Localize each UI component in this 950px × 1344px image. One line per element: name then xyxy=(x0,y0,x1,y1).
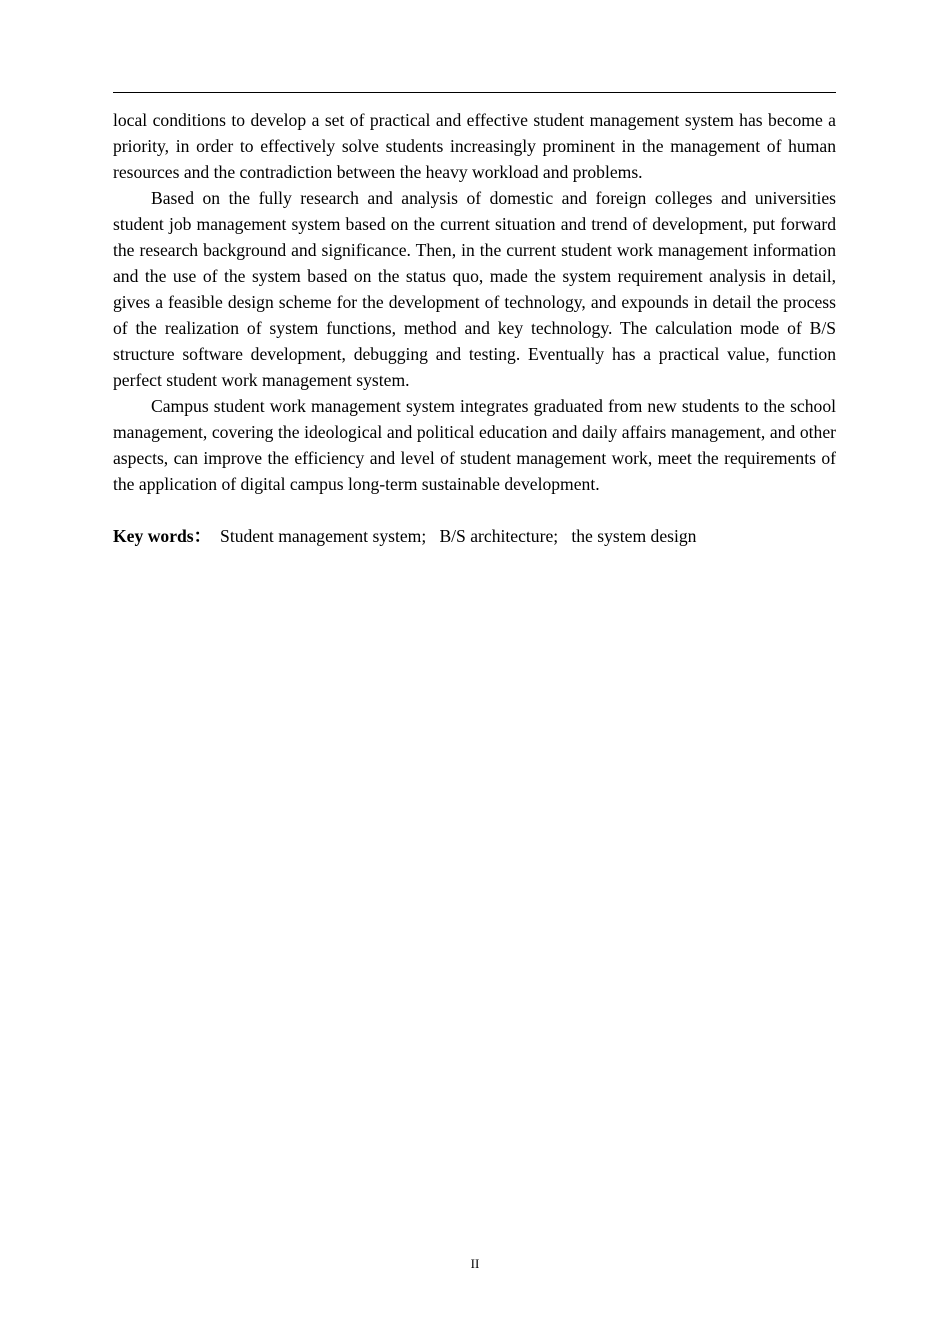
page-number: II xyxy=(470,1256,480,1271)
keyword-item: B/S architecture; xyxy=(439,526,559,546)
keywords-label: Key words： xyxy=(113,526,212,546)
keywords-line xyxy=(113,523,836,549)
abstract-paragraph-2: Based on the fully research and analysis of domestic and foreign colleges and universities student job management system based on the current situation and trend of development, put forward the research background and significance. Then, in the current student work management information and the use of the system based on the status quo, made the system requirement analysis in detail, gives a feasible design scheme for the development of technology, and expounds in detail the process of the realization of system functions, method and key technology. The calculation mode of B/S structure software development, debugging and testing. Eventually has a practical value, function perfect student work management system. xyxy=(113,188,836,390)
keyword-item: the system design xyxy=(571,526,697,546)
abstract-paragraph-3: Campus student work management system integrates graduated from new students to the school management, covering the ideological and political education and daily affairs management, and other aspects, can improve the efficiency and level of student management work, meet the requirements of the application of digital campus long-term sustainable development. xyxy=(113,396,836,494)
header-rule xyxy=(113,92,836,93)
abstract-paragraph-1: local conditions to develop a set of practical and effective student management system has become a priority, in order to effectively solve students increasingly prominent in the management of human resources and the contradiction between the heavy workload and problems. xyxy=(113,110,836,182)
keyword-item: Student management system; xyxy=(220,526,427,546)
abstract-body xyxy=(113,107,836,549)
